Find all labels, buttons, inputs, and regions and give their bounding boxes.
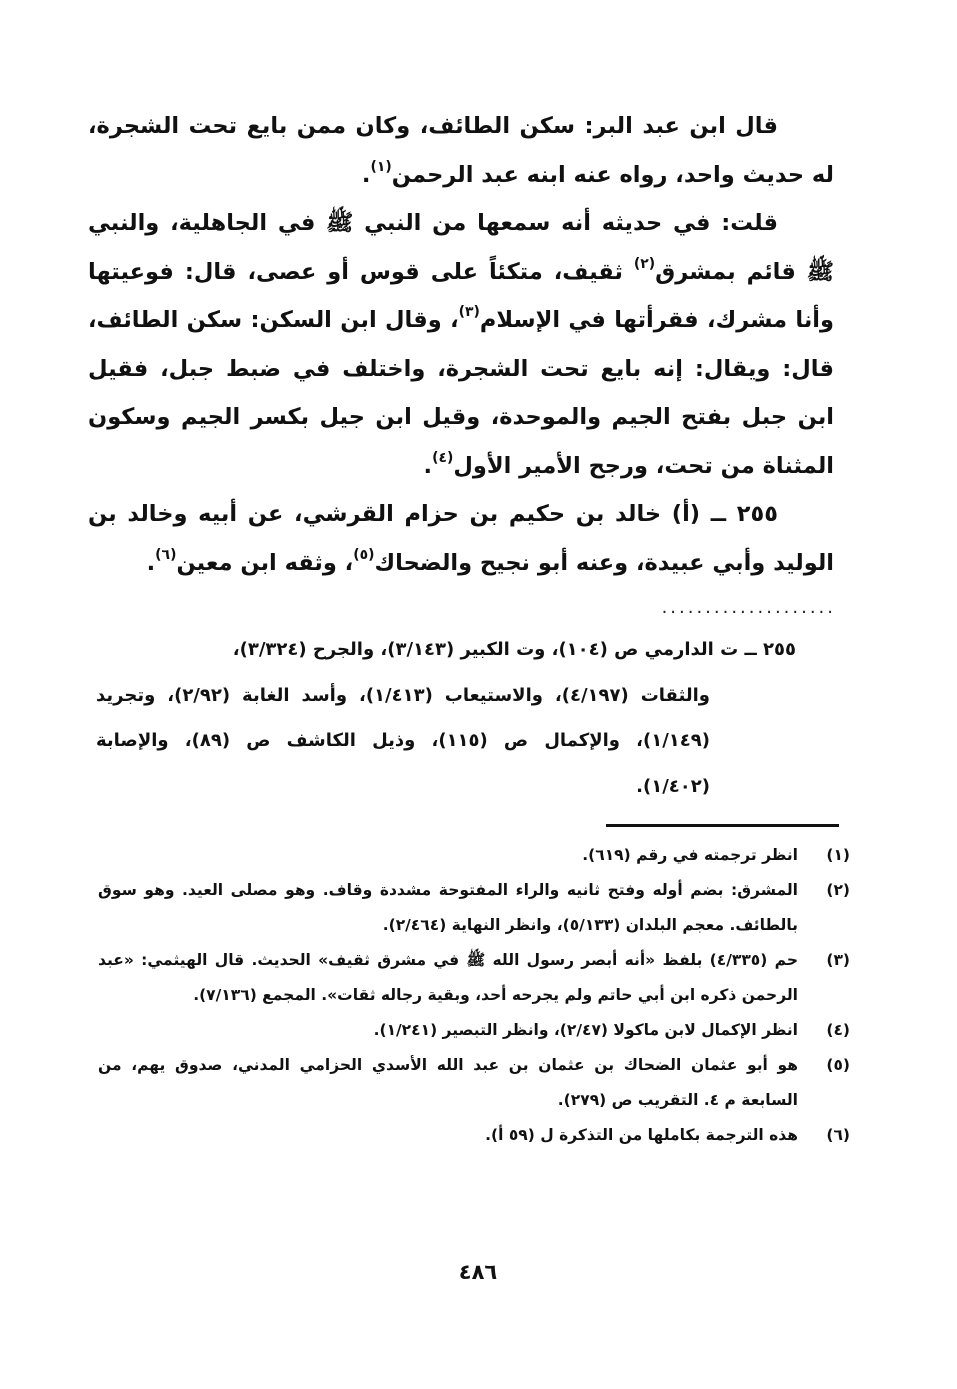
footnote-ref-6[interactable]: (٦)	[155, 546, 177, 563]
page-number: ٤٨٦	[458, 1260, 498, 1284]
paragraph-1-tail: .	[361, 161, 371, 188]
footnote-ref-1[interactable]: (١)	[370, 158, 392, 175]
footnote-6	[98, 1118, 850, 1153]
footnote-text-5: هو أبو عثمان الضحاك بن عثمان بن عبد الله الأسدي الحزامي المدني، صدوق يهم، من السابعة م ٤. التقريب ص (٢٧٩).	[98, 1056, 798, 1109]
footnote-ref-4[interactable]: (٤)	[432, 449, 454, 466]
footnote-number-4: (٤)	[826, 1021, 850, 1039]
footnote-text-1: انظر ترجمته في رقم (٦١٩).	[582, 846, 798, 864]
footnote-divider	[606, 824, 839, 827]
source-references-continuation: والثقات (٤/١٩٧)، والاستيعاب (١/٤١٣)، وأسد الغابة (٢/٩٢)، وتجريد (١/١٤٩)، والإكمال ص (١١٥)، وذيل الكاشف ص (٨٩)، والإصابة (١/٤٠٢).	[96, 684, 710, 797]
entry-255-paragraph	[88, 490, 834, 587]
dotted-separator: ....................	[661, 598, 836, 618]
footnote-text-4: انظر الإكمال لابن ماكولا (٢/٤٧)، وانظر التبصير (١/٢٤١).	[373, 1021, 798, 1039]
footnote-ref-2[interactable]: (٢)	[633, 255, 656, 272]
footnote-ref-5[interactable]: (٥)	[353, 546, 375, 563]
footnote-number-3: (٣)	[826, 951, 850, 969]
footnote-1	[98, 838, 850, 873]
footnote-number-1: (١)	[826, 846, 850, 864]
paragraph-1-text: قال ابن عبد البر: سكن الطائف، وكان ممن بايع تحت الشجرة، له حديث واحد، رواه عنه ابنه عبد الرحمن	[88, 113, 834, 188]
main-text	[88, 102, 834, 587]
footnote-text-2: المشرق: بضم أوله وفتح ثانيه والراء المفتوحة مشددة وقاف. وهو مصلى العيد. وهو سوق بالطائف. معجم البلدان (٥/١٣٣)، وانظر النهاية (٢/٤٦٤).	[98, 881, 798, 934]
paragraph-2	[88, 199, 834, 490]
footnote-number-5: (٥)	[826, 1056, 850, 1074]
footnote-text-3: حم (٤/٣٣٥) بلفظ «أنه أبصر رسول الله ﷺ في مشرق ثقيف» الحديث. قال الهيثمي: «عبد الرحمن ذكره ابن أبي حاتم ولم يجرحه أحد، وبقية رجاله ثقات». المجمع (٧/١٣٦).	[98, 951, 798, 1004]
footnote-text-6: هذه الترجمة بكاملها من التذكرة ل (٥٩ أ).	[485, 1126, 798, 1144]
paragraph-2-text-d: .	[423, 452, 433, 479]
footnote-4	[98, 1013, 850, 1048]
entry-255-text-b: ، وثقه ابن معين	[176, 549, 354, 576]
entry-255-text-c: .	[146, 549, 156, 576]
paragraph-2-text-b: ثقيف، متكئاً على قوس أو عصى، قال: فوعيتها وأنا مشرك، فقرأتها في الإسلام	[88, 258, 834, 333]
paragraph-2-text-c: ، وقال ابن السكن: سكن الطائف، قال: ويقال: إنه بايع تحت الشجرة، واختلف في ضبط جبل، فقيل ابن جبل بفتح الجيم والموحدة، وقيل ابن جيل بكسر الجيم وسكون المثناة من تحت، ورجح الأمير الأول	[88, 307, 834, 479]
footnotes	[98, 838, 850, 1153]
paragraph-2-text-a: قلت: في حديثه أنه سمعها من النبي ﷺ في الجاهلية، والنبي ﷺ قائم بمشرق	[88, 210, 834, 285]
footnote-ref-3[interactable]: (٣)	[458, 303, 480, 320]
footnote-5	[98, 1048, 850, 1118]
paragraph-1	[88, 102, 834, 199]
source-references	[96, 627, 796, 809]
source-references-first-line: ٢٥٥ ــ ت الدارمي ص (١٠٤)، وت الكبير (٣/١٤٣)، والجرح (٣/٣٢٤)،	[232, 639, 796, 660]
footnote-3	[98, 943, 850, 1013]
entry-255-text-a: ٢٥٥ ــ (أ) خالد بن حكيم بن حزام القرشي، عن أبيه وخالد بن الوليد وأبي عبيدة، وعنه أبو نجيح والضحاك	[88, 501, 834, 576]
footnote-number-2: (٢)	[826, 881, 850, 899]
footnote-number-6: (٦)	[826, 1126, 850, 1144]
footnote-2	[98, 873, 850, 943]
